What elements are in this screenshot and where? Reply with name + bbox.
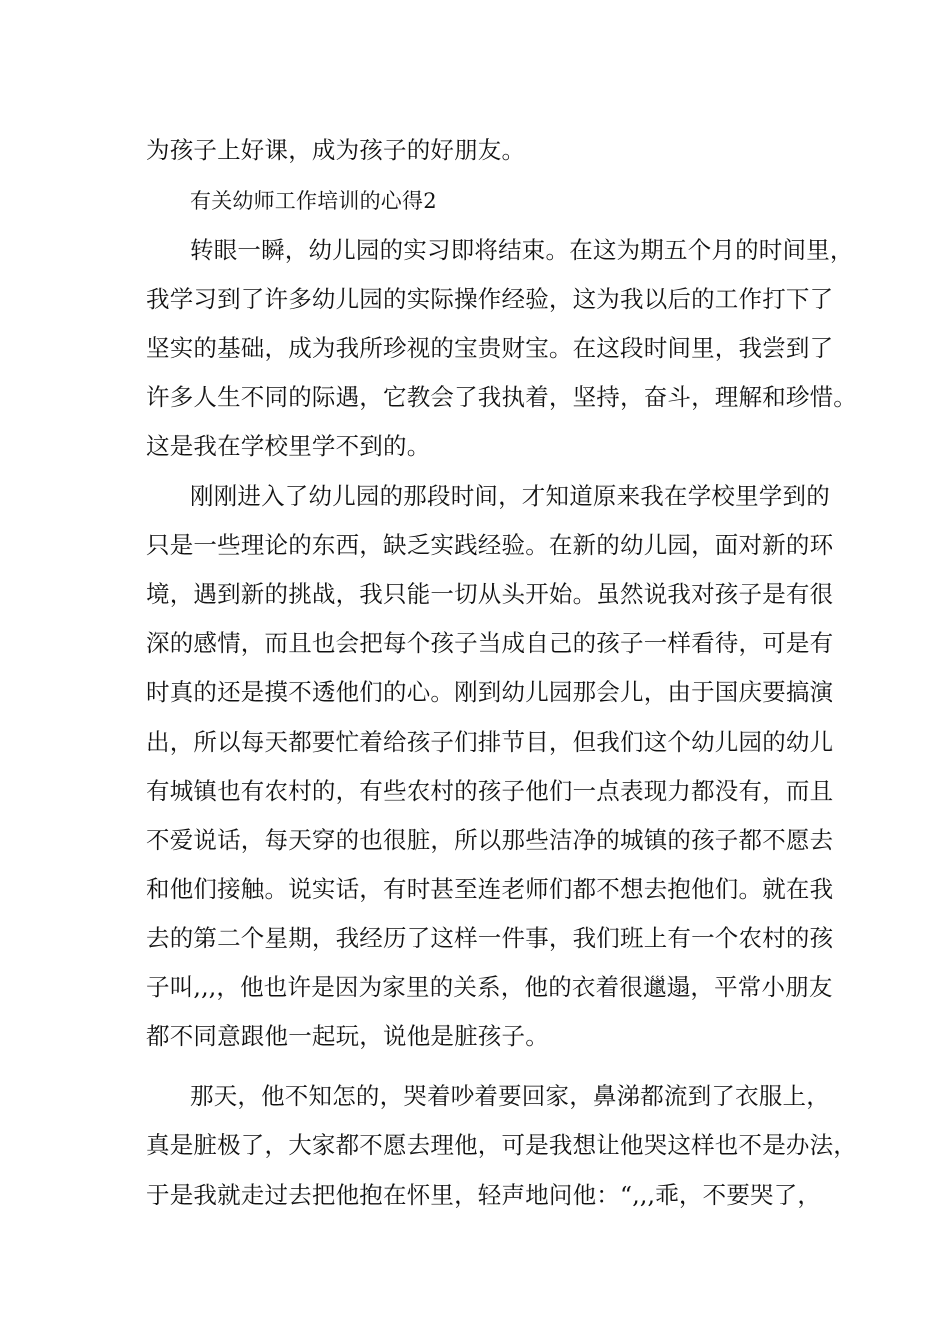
text-line: 只是一些理论的东西，缺乏实践经验。在新的幼儿园，面对新的环 — [146, 531, 834, 559]
text-line: 有城镇也有农村的，有些农村的孩子他们一点表现力都没有，而且 — [146, 777, 834, 805]
text-line: 不爱说话，每天穿的也很脏，所以那些洁净的城镇的孩子都不愿去 — [146, 826, 834, 854]
text-line: 境，遇到新的挑战，我只能一切从头开始。虽然说我对孩子是有很 — [146, 580, 834, 608]
section-heading: 有关幼师工作培训的心得2 — [190, 189, 437, 213]
text-line: 坚实的基础，成为我所珍视的宝贵财宝。在这段时间里，我尝到了 — [146, 334, 834, 362]
text-line: 深的感情，而且也会把每个孩子当成自己的孩子一样看待，可是有 — [146, 629, 834, 657]
text-line: 转眼一瞬，幼儿园的实习即将结束。在这为期五个月的时间里， — [190, 236, 854, 264]
text-line: 时真的还是摸不透他们的心。刚到幼儿园那会儿，由于国庆要搞演 — [146, 678, 834, 706]
text-line: 子叫,,,，他也许是因为家里的关系，他的衣着很邋遢，平常小朋友 — [146, 973, 833, 1001]
text-line: 于是我就走过去把他抱在怀里，轻声地问他：“,,,乖，不要哭了， — [146, 1181, 822, 1209]
text-line: 都不同意跟他一起玩，说他是脏孩子。 — [146, 1022, 549, 1050]
text-line: 那天，他不知怎的，哭着吵着要回家，鼻涕都流到了衣服上， — [190, 1082, 830, 1110]
text-line: 和他们接触。说实话，有时甚至连老师们都不想去抱他们。就在我 — [146, 875, 834, 903]
text-line: 为孩子上好课，成为孩子的好朋友。 — [146, 136, 526, 164]
text-line: 去的第二个星期，我经历了这样一件事，我们班上有一个农村的孩 — [146, 924, 834, 952]
text-line: 真是脏极了，大家都不愿去理他，可是我想让他哭这样也不是办法， — [146, 1131, 857, 1159]
text-line: 许多人生不同的际遇，它教会了我执着，坚持，奋斗，理解和珍惜。 — [146, 383, 857, 411]
text-line: 出，所以每天都要忙着给孩子们排节目，但我们这个幼儿园的幼儿 — [146, 728, 834, 756]
text-line: 这是我在学校里学不到的。 — [146, 432, 431, 460]
text-line: 刚刚进入了幼儿园的那段时间，才知道原来我在学校里学到的 — [190, 482, 830, 510]
text-line: 我学习到了许多幼儿园的实际操作经验，这为我以后的工作打下了 — [146, 285, 834, 313]
